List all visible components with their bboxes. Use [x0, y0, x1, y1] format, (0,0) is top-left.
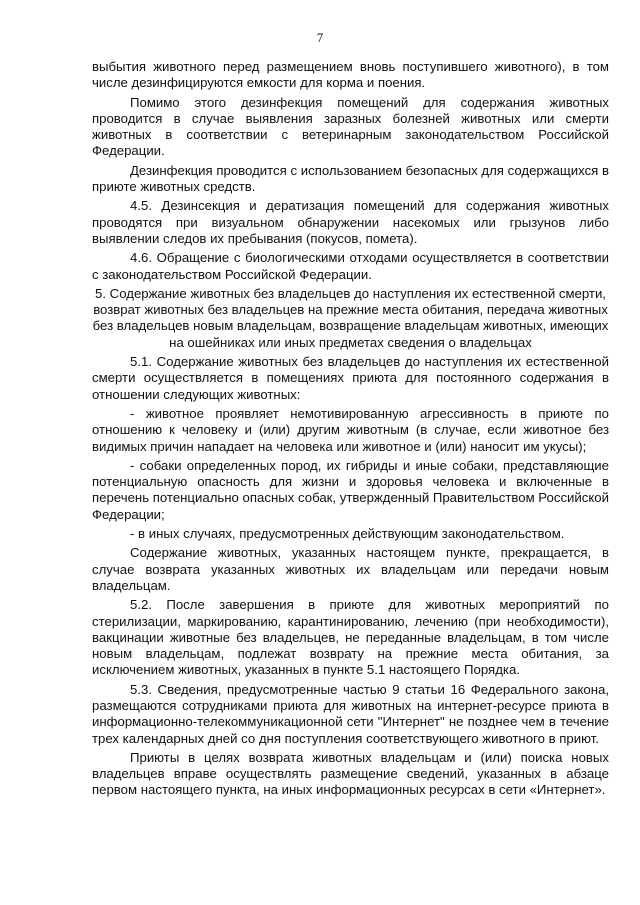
paragraph-disinfection-cases: Помимо этого дезинфекция помещений для содержания животных проводится в случае выявления заразных болезней животных или смерти животных в соответствии с ветеринарным законодательством Российской Федерации. [92, 94, 609, 159]
paragraph-5-2: 5.2. После завершения в приюте для животных мероприятий по стерилизации, маркированию, карантинированию, лечению (при необходимости), вакцинации животные без владельцев, не переданные владельцам, в том числе новым владельцам, подлежат возврату на прежние места обитания, за исключением животных, указанных в пункте 5.1 настоящего Порядка. [92, 597, 609, 678]
paragraph-continuation: выбытия животного перед размещением вновь поступившего животного), в том числе дезинфицируются емкости для корма и поения. [92, 59, 609, 91]
list-item-dangerous-breeds: - собаки определенных пород, их гибриды и иные собаки, представляющие потенциальную опасность для жизни и здоровья человека и включенные в перечень потенциально опасных собак, утвержденный Правительством Российской Федерации; [92, 457, 609, 522]
list-item-other-cases: - в иных случаях, предусмотренных действующим законодательством. [130, 526, 565, 542]
paragraph-5-3: 5.3. Сведения, предусмотренные частью 9 статьи 16 Федерального закона, размещаются сотрудниками приюта для животных на интернет-ресурсе приюта в информационно-телекоммуникационной сети "Интернет" не позднее чем в течение трех календарных дней со дня поступления соответствующего животного в приют. [92, 681, 609, 746]
paragraph-4-5: 4.5. Дезинсекция и дератизация помещений для содержания животных проводятся при визуальном обнаружении насекомых или грызунов либо выявлении следов их пребывания (покусов, помета). [92, 198, 609, 246]
paragraph-4-6: 4.6. Обращение с биологическими отходами осуществляется в соответствии с законодательством Российской Федерации. [92, 250, 609, 282]
section-5-heading: 5. Содержание животных без владельцев до наступления их естественной смерти, возврат животных без владельцев на прежние места обитания, передача животных без владельцев новым владельцам, возвращение владельцам животных, имеющих на ошейниках или иных предметах сведения о владельцах [92, 285, 609, 350]
paragraph-keeping-termination: Содержание животных, указанных настоящем пункте, прекращается, в случае возврата указанных животных их владельцам или передачи новым владельцам. [92, 545, 609, 593]
list-item-aggressive-animal: - животное проявляет немотивированную агрессивность в приюте по отношению к человеку и (или) другим животным (в случае, если животное без видимых причин нападает на человека или животное и (или) наносит им укусы); [92, 405, 609, 454]
paragraph-disinfection-means: Дезинфекция проводится с использованием безопасных для содержащихся в приюте животных средств. [92, 162, 609, 195]
page-number: 7 [316, 30, 324, 45]
document-body [92, 59, 609, 802]
paragraph-shelter-internet: Приюты в целях возврата животных владельцам и (или) поиска новых владельцев вправе осуществлять размещение сведений, указанных в абзаце первом настоящего пункта, на иных информационных ресурсах в сети «Интернет». [92, 749, 609, 798]
paragraph-5-1: 5.1. Содержание животных без владельцев до наступления их естественной смерти осуществляется в помещениях приюта для постоянного содержания в отношении следующих животных: [92, 354, 609, 402]
